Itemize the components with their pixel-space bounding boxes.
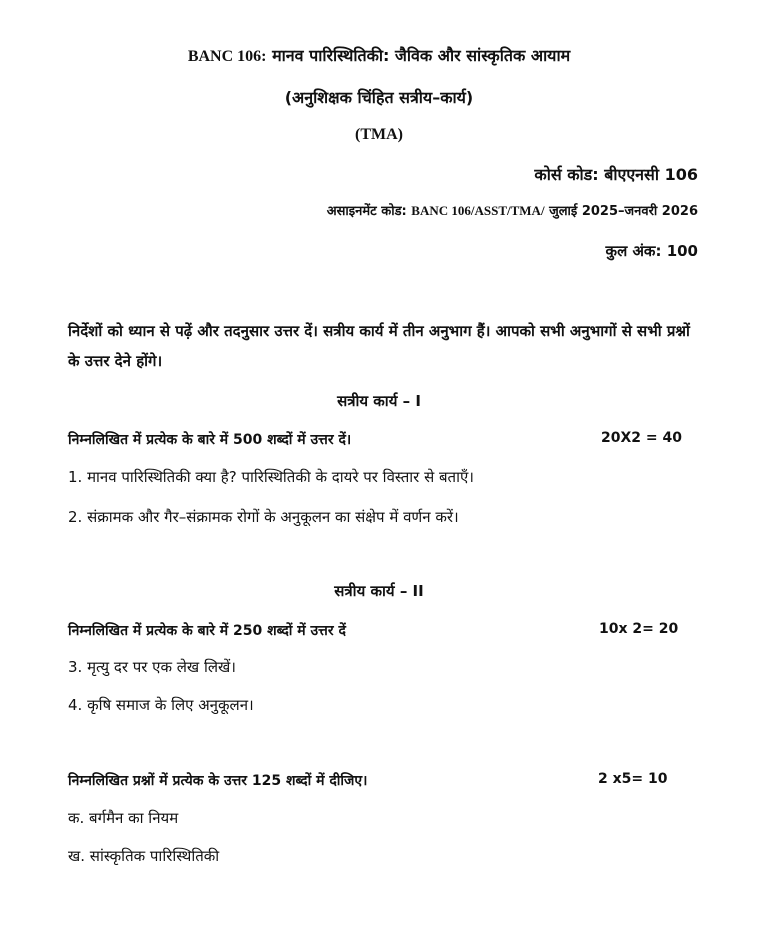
section-2-marks: 10x 2= 20 bbox=[599, 621, 679, 637]
document-subtitle: (अनुशिक्षक चिंहित सत्रीय–कार्य) bbox=[284, 88, 474, 107]
assignment-code-label: असाइनमेंट कोड: bbox=[326, 204, 407, 219]
section-3-instruction: निम्नलिखित प्रश्नों में प्रत्येक के उत्तर 125 शब्दों में दीजिए। bbox=[68, 773, 368, 789]
document-title bbox=[0, 46, 758, 66]
question-4: 4. कृषि समाज के लिए अनुकूलन। bbox=[68, 696, 254, 714]
section-1-instruction-row bbox=[68, 430, 698, 449]
question-ka: क. बर्गमैन का नियम bbox=[68, 809, 179, 827]
course-code bbox=[534, 165, 698, 184]
total-marks-label: कुल अंक: bbox=[605, 242, 662, 260]
question-2: 2. संक्रामक और गैर–संक्रामक रोगों के अनुकूलन का संक्षेप में वर्णन करें। bbox=[68, 508, 459, 526]
section-3-instruction-row bbox=[68, 771, 698, 790]
section-1-instruction: निम्नलिखित में प्रत्येक के बारे में 500 शब्दों में उत्तर दें। bbox=[68, 432, 352, 448]
question-3: 3. मृत्यु दर पर एक लेख लिखें। bbox=[68, 658, 236, 676]
question-1: 1. मानव पारिस्थितिकी क्या है? पारिस्थितिकी के दायरे पर विस्तार से बताएँ। bbox=[68, 468, 474, 486]
assignment-session: जुलाई 2025–जनवरी 2026 bbox=[549, 204, 698, 219]
total-marks bbox=[606, 242, 698, 260]
course-code-label: कोर्स कोड: bbox=[534, 165, 599, 184]
question-kha: ख. सांस्कृतिक पारिस्थितिकी bbox=[68, 847, 220, 865]
section-1-marks: 20X2 = 40 bbox=[601, 430, 682, 446]
section-2-instruction: निम्नलिखित में प्रत्येक के बारे में 250 शब्दों में उत्तर दें bbox=[68, 623, 346, 639]
assignment-code-value: BANC 106/ASST/TMA/ bbox=[411, 203, 545, 218]
title-course-prefix: BANC 106: bbox=[187, 48, 267, 65]
tma-label: (TMA) bbox=[355, 126, 403, 143]
section-heading-1: सत्रीय कार्य – I bbox=[337, 392, 421, 410]
total-marks-value: 100 bbox=[666, 242, 698, 260]
title-text: मानव पारिस्थितिकी: जैविक और सांस्कृतिक आयाम bbox=[272, 46, 571, 65]
general-instructions: निर्देशों को ध्यान से पढ़ें और तदनुसार उत्तर दें। सत्रीय कार्य में तीन अनुभाग हैं। आपको सभी अनुभागों से सभी प्रश्नों के उत्तर देने होंगे। bbox=[68, 322, 690, 370]
section-3-marks: 2 x5= 10 bbox=[598, 771, 668, 787]
section-heading-2: सत्रीय कार्य – II bbox=[334, 582, 424, 600]
course-code-value: बीएएनसी 106 bbox=[604, 165, 698, 184]
section-2-instruction-row bbox=[68, 621, 698, 640]
assignment-code bbox=[327, 203, 698, 220]
